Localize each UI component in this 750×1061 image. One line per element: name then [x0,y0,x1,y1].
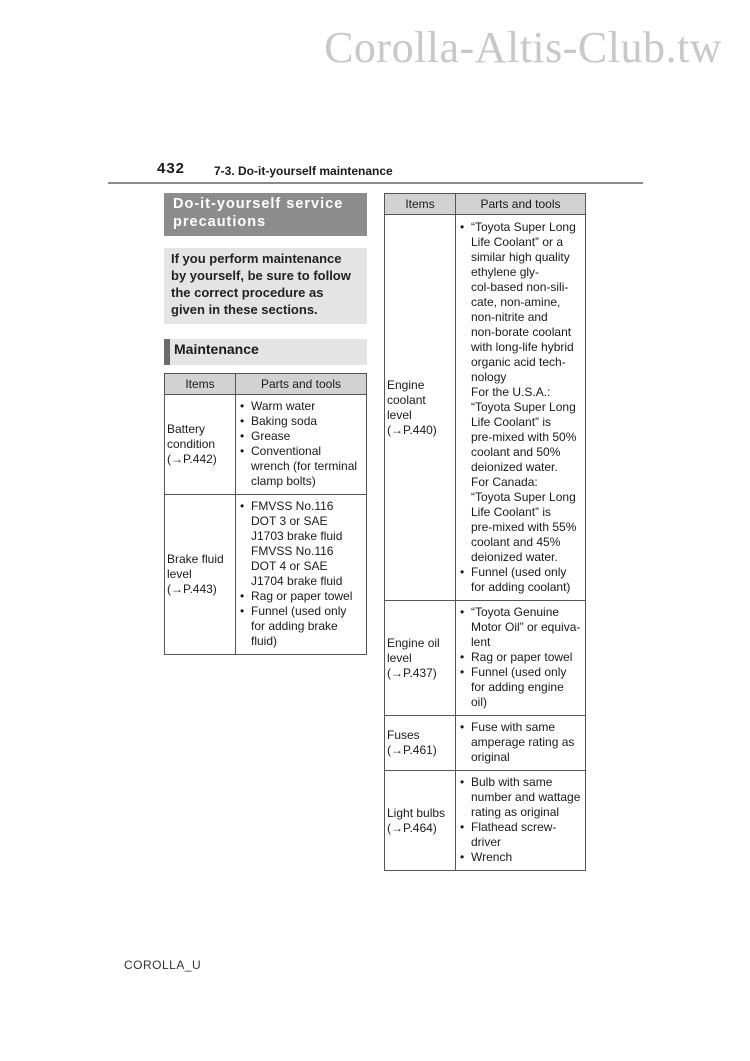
table-header-row [165,374,367,395]
item-cell: Battery condition (→P.442) [165,395,236,495]
parts-list [238,399,364,489]
list-item: • “Toyota Super Long Life Coolant” or a similar high quality ethylene gly- col-based non-sili- cate, non-amine, non-nitrite and non-borate coolant with long-life hybrid organic acid tech- nology [458,220,583,385]
list-item: • Funnel (used only for adding brake fluid) [238,604,364,649]
list-item: For the U.S.A.: “Toyota Super Long Life Coolant” is pre-mixed with 50% coolant and 50% deionized water. [471,384,577,474]
list-item: For Canada: “Toyota Super Long Life Coolant” is pre-mixed with 55% coolant and 45% deionized water. [471,474,577,564]
parts-cell [236,495,367,655]
list-item: • Warm water [238,399,364,414]
footer-model-code: COROLLA_U [124,958,202,972]
table-row [385,771,586,871]
watermark: Corolla-Altis-Club.tw [324,23,722,72]
column-header-parts: Parts and tools [456,194,586,215]
list-item: • “Toyota Genuine Motor Oil” or equiva- lent [458,605,583,650]
table-header-row [385,194,586,215]
item-cell: Engine oil level (→P.437) [385,601,456,716]
list-item: • Grease [238,429,364,444]
list-item: • Funnel (used only for adding engine oil) [458,665,583,710]
item-cell: Light bulbs (→P.464) [385,771,456,871]
table-row [165,495,367,655]
item-cell: Engine coolant level (→P.440) [385,215,456,601]
list-item: • Bulb with same number and wattage rating as original [458,775,583,820]
parts-list [458,220,583,595]
parts-list [458,605,583,710]
table-row [165,395,367,495]
column-header-items: Items [385,194,456,215]
parts-cell [456,601,586,716]
list-item: • FMVSS No.116 DOT 3 or SAE J1703 brake fluid FMVSS No.116 DOT 4 or SAE J1704 brake fluid [238,499,364,589]
column-header-items: Items [165,374,236,395]
item-cell: Fuses (→P.461) [385,716,456,771]
maintenance-subheading: Maintenance [164,339,367,365]
list-item: • Fuse with same amperage rating as original [458,720,583,765]
column-header-parts: Parts and tools [236,374,367,395]
list-item: • Baking soda [238,414,364,429]
header-divider [108,182,643,184]
item-cell: Brake fluid level (→P.443) [165,495,236,655]
list-item: • Wrench [458,850,583,865]
parts-cell [456,215,586,601]
maintenance-table-left [164,373,367,655]
parts-cell [456,716,586,771]
maintenance-table-right [384,193,586,871]
list-item: • Rag or paper towel [238,589,364,604]
table-row [385,215,586,601]
parts-cell [456,771,586,871]
parts-list [458,775,583,865]
section-heading: Do-it-yourself service precautions [164,193,367,236]
parts-list [238,499,364,649]
list-item: • Flathead screw- driver [458,820,583,850]
list-item: • Rag or paper towel [458,650,583,665]
section-title: 7-3. Do-it-yourself maintenance [214,164,393,178]
intro-text: If you perform maintenance by yourself, be sure to follow the correct procedure as given in these sections. [164,248,367,324]
list-item: • Conventional wrench (for terminal clamp bolts) [238,444,364,489]
table-row [385,716,586,771]
table-row [385,601,586,716]
parts-cell [236,395,367,495]
parts-list [458,720,583,765]
page-number: 432 [157,160,186,177]
list-item: • Funnel (used only for adding coolant) [458,565,583,595]
